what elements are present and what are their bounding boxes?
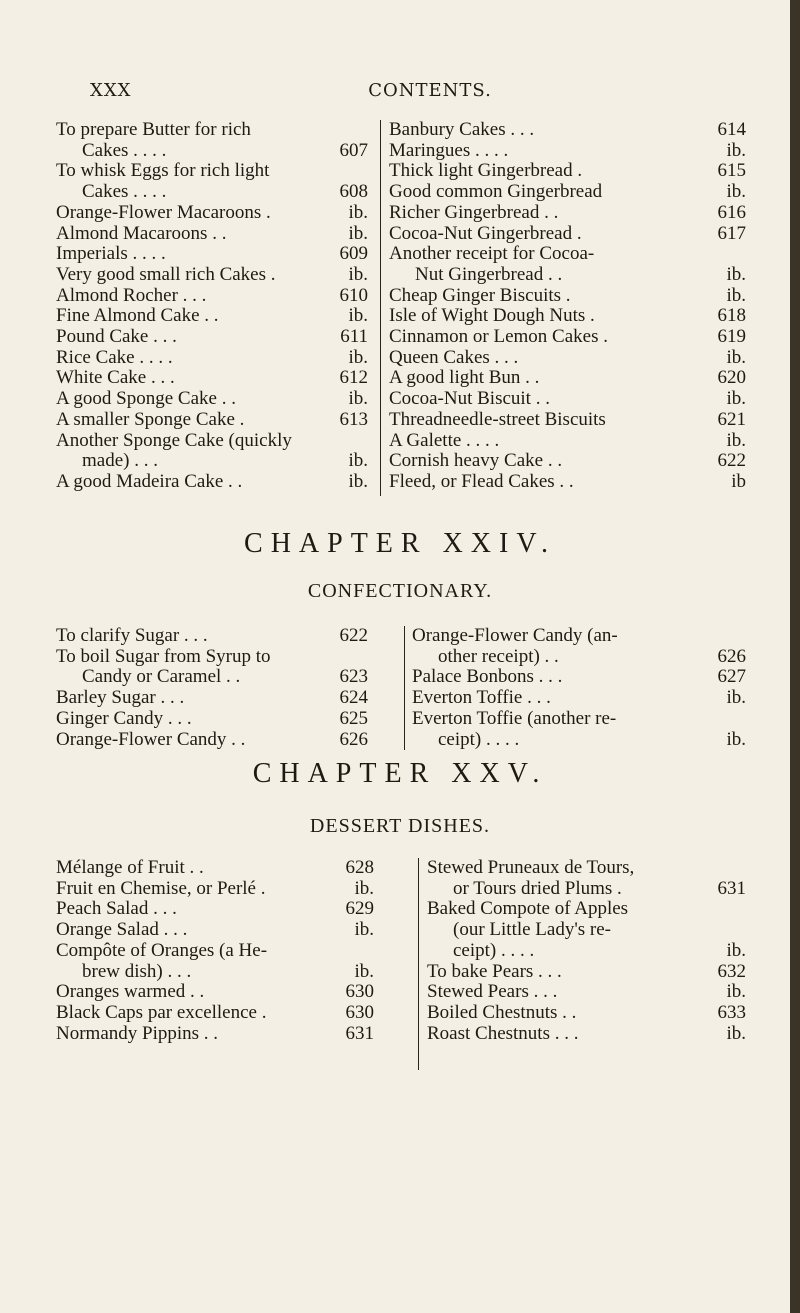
contents-entry — [389, 141, 746, 162]
entry-page-number: 615 — [717, 160, 746, 182]
entry-page-number: 612 — [339, 367, 368, 389]
entry-title-line: Thick light Gingerbread . — [389, 160, 583, 182]
entry-title-line: Cakes . . . . — [82, 181, 167, 203]
entry-title-line: Queen Cakes . . . — [389, 346, 519, 368]
contents-entry — [56, 410, 368, 431]
entry-title-line: Nut Gingerbread . . — [415, 263, 563, 285]
entry-title-line: Cocoa-Nut Gingerbread . — [389, 222, 582, 244]
entry-page-number: 611 — [340, 326, 368, 348]
entry-title-line: Normandy Pippins . . — [56, 1022, 219, 1044]
entry-page-number: ib. — [726, 346, 746, 368]
contents-section-2 — [56, 626, 746, 756]
entry-title-line: Orange-Flower Candy (an- — [412, 625, 618, 646]
chapter-heading: CHAPTER XXIV. — [244, 528, 556, 559]
entry-page-number: 616 — [717, 201, 746, 223]
entry-title-line: Fruit en Chemise, or Perlé . — [56, 877, 266, 899]
entry-title-line: Orange-Flower Candy . . — [56, 728, 246, 750]
contents-entry — [389, 224, 746, 245]
entry-title-line: Orange-Flower Macaroons . — [56, 201, 271, 223]
entry-page-number: 609 — [339, 243, 368, 265]
running-head — [90, 80, 770, 110]
entry-page-number: ib. — [726, 284, 746, 306]
contents-entry — [389, 203, 746, 224]
contents-entry — [389, 161, 746, 182]
contents-entry — [56, 472, 368, 493]
contents-entry — [389, 327, 746, 348]
entry-title-line: Palace Bonbons . . . — [412, 666, 563, 688]
page-header-title: CONTENTS. — [368, 80, 492, 101]
entry-title-line: To whisk Eggs for rich light — [56, 160, 270, 182]
contents-entry — [389, 431, 746, 452]
entry-page-number: ib. — [726, 181, 746, 203]
contents-column-left — [56, 120, 368, 493]
contents-entry — [56, 203, 368, 224]
entry-title-line: A good Sponge Cake . . — [56, 388, 236, 410]
column-divider — [404, 626, 405, 750]
entry-title-line: Another receipt for Cocoa- — [389, 243, 595, 265]
contents-entry — [412, 667, 746, 688]
entry-title-line: Fine Almond Cake . . — [56, 305, 219, 327]
entry-title-line: Rice Cake . . . . — [56, 346, 173, 368]
entry-title-line: ceipt) . . . . — [438, 728, 520, 750]
entry-title-line: Orange Salad . . . — [56, 919, 188, 941]
contents-entry — [56, 730, 368, 751]
contents-section-3 — [56, 858, 746, 1068]
entry-title-line: To bake Pears . . . — [427, 960, 562, 982]
contents-entry — [56, 348, 368, 369]
contents-entry — [389, 451, 746, 472]
entry-title-line: To clarify Sugar . . . — [56, 625, 208, 646]
entry-title-line: Cheap Ginger Biscuits . — [389, 284, 571, 306]
contents-entry — [56, 879, 374, 900]
entry-page-number: 617 — [717, 222, 746, 244]
entry-title-line: Baked Compote of Apples — [427, 898, 629, 920]
entry-page-number: 607 — [339, 139, 368, 161]
contents-entry — [389, 472, 746, 493]
entry-page-number: ib. — [726, 139, 746, 161]
entry-title-line: Barley Sugar . . . — [56, 687, 185, 709]
entry-title-line: Very good small rich Cakes . — [56, 263, 276, 285]
entry-page-number: ib. — [726, 939, 746, 961]
entry-page-number: ib. — [348, 305, 368, 327]
entry-page-number: 620 — [717, 367, 746, 389]
entry-page-number: 608 — [339, 181, 368, 203]
contents-entry — [56, 431, 368, 472]
contents-entry — [427, 1003, 746, 1024]
entry-page-number: ib. — [348, 222, 368, 244]
contents-entry — [389, 348, 746, 369]
entry-page-number: ib. — [726, 429, 746, 451]
contents-entry — [56, 286, 368, 307]
entry-title-line: Cinnamon or Lemon Cakes . — [389, 326, 608, 348]
entry-page-number: 629 — [345, 898, 374, 920]
contents-entry — [56, 899, 374, 920]
entry-title-line: Everton Toffie . . . — [412, 687, 551, 709]
contents-entry — [56, 626, 368, 647]
contents-entry — [56, 688, 368, 709]
contents-entry — [56, 858, 374, 879]
entry-page-number: 631 — [345, 1022, 374, 1044]
entry-page-number: 625 — [339, 707, 368, 729]
entry-title-line: Boiled Chestnuts . . — [427, 1001, 577, 1023]
contents-entry — [56, 1024, 374, 1045]
entry-title-line: To boil Sugar from Syrup to — [56, 645, 271, 667]
contents-entry — [389, 182, 746, 203]
chapter-subtitle: CONFECTIONARY. — [307, 580, 493, 602]
entry-title-line: made) . . . — [82, 450, 158, 472]
entry-page-number: 633 — [717, 1001, 746, 1023]
contents-entry — [56, 647, 368, 688]
entry-title-line: Cornish heavy Cake . . — [389, 450, 563, 472]
contents-column-right — [427, 858, 746, 1044]
entry-page-number: 622 — [339, 625, 368, 646]
entry-title-line: Mélange of Fruit . . — [56, 857, 204, 878]
entry-title-line: Another Sponge Cake (quickly — [56, 429, 292, 451]
entry-title-line: To prepare Butter for rich — [56, 119, 251, 140]
entry-page-number: ib. — [348, 450, 368, 472]
entry-page-number: 624 — [339, 687, 368, 709]
entry-page-number: 627 — [717, 666, 746, 688]
entry-page-number: ib. — [348, 388, 368, 410]
entry-page-number: 630 — [345, 981, 374, 1003]
entry-title-line: Imperials . . . . — [56, 243, 166, 265]
contents-entry — [427, 858, 746, 899]
entry-page-number: ib. — [726, 388, 746, 410]
entry-title-line: Cakes . . . . — [82, 139, 167, 161]
entry-title-line: Richer Gingerbread . . — [389, 201, 559, 223]
contents-entry — [412, 688, 746, 709]
entry-page-number: ib. — [726, 981, 746, 1003]
entry-page-number: ib. — [726, 687, 746, 709]
entry-title-line: Roast Chestnuts . . . — [427, 1022, 579, 1044]
entry-title-line: brew dish) . . . — [82, 960, 192, 982]
entry-page-number: 626 — [717, 645, 746, 667]
column-divider — [380, 120, 381, 496]
entry-title-line: or Tours dried Plums . — [453, 877, 622, 899]
entry-page-number: ib. — [348, 346, 368, 368]
contents-entry — [56, 265, 368, 286]
contents-entry — [56, 709, 368, 730]
contents-column-right — [412, 626, 746, 750]
entry-title-line: Everton Toffie (another re- — [412, 707, 617, 729]
entry-title-line: Threadneedle-street Biscuits — [389, 408, 606, 430]
contents-entry — [389, 368, 746, 389]
contents-entry — [56, 1003, 374, 1024]
entry-page-number: 630 — [345, 1001, 374, 1023]
contents-entry — [56, 941, 374, 982]
entry-page-number: 621 — [717, 408, 746, 430]
contents-entry — [389, 306, 746, 327]
entry-page-number: 632 — [717, 960, 746, 982]
entry-page-number: 628 — [345, 857, 374, 878]
entry-page-number: 631 — [717, 877, 746, 899]
entry-page-number: 626 — [339, 728, 368, 750]
entry-title-line: Peach Salad . . . — [56, 898, 177, 920]
page-edge — [790, 0, 800, 1313]
chapter-heading: CHAPTER XXV. — [252, 758, 548, 789]
contents-entry — [56, 327, 368, 348]
contents-entry — [389, 286, 746, 307]
contents-entry — [56, 920, 374, 941]
contents-entry — [427, 1024, 746, 1045]
contents-entry — [56, 982, 374, 1003]
entry-title-line: Candy or Caramel . . — [82, 666, 241, 688]
entry-page-number: ib. — [354, 919, 374, 941]
contents-entry — [56, 120, 368, 161]
entry-title-line: other receipt) . . — [438, 645, 559, 667]
contents-entry — [427, 962, 746, 983]
entry-title-line: Banbury Cakes . . . — [389, 119, 535, 140]
entry-page-number: 622 — [717, 450, 746, 472]
entry-page-number: 614 — [717, 119, 746, 140]
contents-entry — [389, 120, 746, 141]
contents-entry — [56, 389, 368, 410]
chapter-subtitle: DESSERT DISHES. — [309, 815, 491, 837]
entry-title-line: White Cake . . . — [56, 367, 175, 389]
entry-page-number: ib. — [726, 1022, 746, 1044]
entry-page-number: ib. — [354, 877, 374, 899]
contents-entry — [56, 224, 368, 245]
entry-page-number: 613 — [339, 408, 368, 430]
entry-title-line: (our Little Lady's re- — [453, 919, 612, 941]
entry-title-line: ceipt) . . . . — [453, 939, 535, 961]
entry-page-number: ib — [731, 470, 746, 492]
entry-page-number: 610 — [339, 284, 368, 306]
entry-title-line: Compôte of Oranges (a He- — [56, 939, 268, 961]
entry-title-line: Almond Macaroons . . — [56, 222, 227, 244]
entry-title-line: Maringues . . . . — [389, 139, 509, 161]
contents-entry — [427, 899, 746, 961]
contents-entry — [389, 244, 746, 285]
entry-title-line: Ginger Candy . . . — [56, 707, 192, 729]
entry-page-number: ib. — [348, 470, 368, 492]
entry-title-line: A good light Bun . . — [389, 367, 540, 389]
column-divider — [418, 858, 419, 1070]
entry-title-line: A good Madeira Cake . . — [56, 470, 243, 492]
entry-page-number: ib. — [354, 960, 374, 982]
entry-page-number: ib. — [348, 263, 368, 285]
contents-entry — [427, 982, 746, 1003]
entry-title-line: Stewed Pruneaux de Tours, — [427, 857, 635, 878]
contents-entry — [412, 709, 746, 750]
entry-page-number: ib. — [726, 263, 746, 285]
entry-title-line: Almond Rocher . . . — [56, 284, 207, 306]
entry-title-line: A Galette . . . . — [389, 429, 500, 451]
entry-page-number: 623 — [339, 666, 368, 688]
contents-entry — [389, 389, 746, 410]
entry-title-line: Pound Cake . . . — [56, 326, 177, 348]
contents-column-left — [56, 858, 374, 1044]
contents-column-left — [56, 626, 368, 750]
entry-title-line: Cocoa-Nut Biscuit . . — [389, 388, 550, 410]
entry-title-line: Black Caps par excellence . — [56, 1001, 267, 1023]
entry-title-line: Oranges warmed . . — [56, 981, 205, 1003]
contents-entry — [412, 626, 746, 667]
entry-title-line: Fleed, or Flead Cakes . . — [389, 470, 574, 492]
entry-page-number: ib. — [348, 201, 368, 223]
contents-entry — [56, 161, 368, 202]
contents-section-1 — [56, 120, 746, 520]
contents-entry — [56, 368, 368, 389]
entry-title-line: Good common Gingerbread — [389, 181, 603, 203]
entry-title-line: Isle of Wight Dough Nuts . — [389, 305, 595, 327]
contents-column-right — [389, 120, 746, 493]
entry-title-line: Stewed Pears . . . — [427, 981, 558, 1003]
entry-title-line: A smaller Sponge Cake . — [56, 408, 245, 430]
entry-page-number: ib. — [726, 728, 746, 750]
page-number: XXX — [90, 80, 132, 101]
contents-entry — [56, 244, 368, 265]
entry-page-number: 619 — [717, 326, 746, 348]
contents-entry — [389, 410, 746, 431]
entry-page-number: 618 — [717, 305, 746, 327]
contents-entry — [56, 306, 368, 327]
